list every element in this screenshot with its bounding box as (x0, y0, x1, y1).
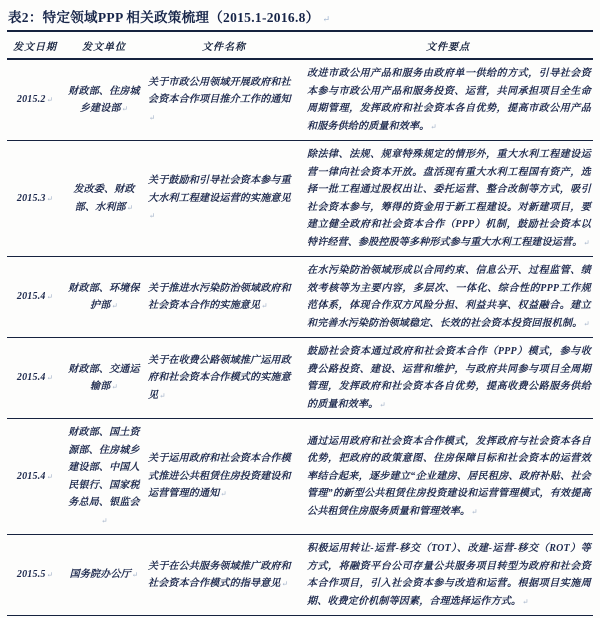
key-points-cell (303, 257, 593, 338)
header-issuing-unit: 发文单位 (63, 31, 145, 59)
key-points-cell (303, 141, 593, 257)
paragraph-return-mark: ↵ (322, 14, 331, 24)
paragraph-return-mark: ↵ (126, 202, 134, 212)
document-name-cell-text: 关于市政公用领域开展政府和社会资本合作项目推介工作的通知 (148, 76, 291, 106)
document-name-cell-text: 关于在收费公路领域推广运用政府和社会资本合作模式的实施意见 (148, 354, 291, 401)
paragraph-return-mark: ↵ (583, 237, 590, 247)
key-points-cell (303, 338, 593, 419)
paragraph-return-mark: ↵ (46, 292, 54, 302)
date-cell-text: 2015.5 (16, 569, 46, 581)
issuing-unit-cell (63, 59, 145, 141)
paragraph-return-mark: ↵ (46, 570, 54, 580)
key-points-cell-text: 除法律、法规、规章特殊规定的情形外，重大水利工程建设运营一律向社会资本开放。盘活现有重大水利工程国有资产，选择一批工程通过股权出让、委托运营、整合改制等方式，吸引社会资本参与，筹得的资金用于新工程建设。对新建项目，要建立健全政府和社会资本合作（PPP）机制，鼓励社会资本以特许经营、参股控股等多种形式参与重大水利工程建设运营。 (307, 149, 591, 248)
issuing-unit-cell-text: 发改委、财政部、水利部 (73, 184, 135, 213)
date-cell (7, 419, 63, 535)
issuing-unit-cell-text: 财政部、住房城乡建设部 (68, 85, 140, 114)
paragraph-return-mark: ↵ (220, 489, 227, 499)
paragraph-return-mark: ↵ (111, 301, 118, 310)
table-row (7, 419, 593, 535)
paragraph-return-mark: ↵ (281, 579, 289, 588)
issuing-unit-cell-text: 财政部、国土资源部、住房城乡建设部、中国人民银行、国家税务总局、银监会 (68, 427, 140, 508)
header-document-name: 文件名称 (145, 31, 303, 59)
document-name-cell (145, 338, 303, 419)
date-cell (7, 141, 63, 257)
key-points-cell-text: 在水污染防治领域形成以合同约束、信息公开、过程监管、绩效考核等为主要内容，多层次、一体化、综合性的PPP工作规范体系，体现合作双方风险分担、利益共享、权益融合。建立和完善水污染防治领域稳定、长效的社会资本投资回报机制。 (307, 265, 591, 329)
header-key-points: 文件要点 (303, 31, 593, 59)
document-name-cell-text: 关于鼓励和引导社会资本参与重大水利工程建设运营的实施意见 (148, 175, 291, 204)
document-name-cell (145, 59, 303, 141)
paragraph-return-mark: ↵ (149, 112, 156, 122)
header-issue-date: 发文日期 (7, 31, 63, 59)
date-cell-text: 2015.3 (16, 192, 46, 204)
date-cell-text: 2015.4 (16, 372, 46, 384)
document-name-cell-text: 关于推进水污染防治领域政府和社会资本合作的实施意见 (148, 282, 291, 311)
issuing-unit-cell-text: 财政部、交通运输部 (68, 363, 140, 392)
date-cell (7, 59, 63, 141)
issuing-unit-cell (63, 419, 145, 535)
paragraph-return-mark: ↵ (121, 104, 129, 113)
paragraph-return-mark: ↵ (101, 515, 108, 525)
key-points-cell-text: 通过运用政府和社会资本合作模式，发挥政府与社会资本各自优势，把政府的政策意图、住房保障目标和社会资本的运营效率结合起来，逐步建立“企业建房、居民租房、政府补贴、社会管理”的新型公共租赁住房投资建设和运营管理模式，有效提高公共租赁住房服务质量和管理效率。 (307, 435, 591, 517)
issuing-unit-cell (63, 338, 145, 419)
paragraph-return-mark: ↵ (46, 95, 54, 105)
paragraph-return-mark: ↵ (46, 193, 54, 203)
document-name-cell (145, 141, 303, 257)
date-cell (7, 338, 63, 419)
key-points-cell (303, 535, 593, 616)
key-points-cell-text: 鼓励社会资本通过政府和社会资本合作（PPP）模式，参与收费公路投资、建设、运营和维护，与政府共同参与项目全周期管理，发挥政府和社会资本各自优势，提高收费公路服务供给的质量和效率。 (307, 346, 591, 410)
key-points-cell-text: 积极运用转让-运营-移交（TOT）、改建-运营-移交（ROT）等方式，将融资平台公司存量公共服务项目转型为政府和社会资本合作项目，引入社会资本参与改造和运营。根据项目实施周期、收费定价机制等因素，合理选择运作方式。 (307, 543, 591, 607)
paragraph-return-mark: ↵ (430, 121, 437, 131)
issuing-unit-cell-text: 国务院办公厅 (69, 569, 131, 581)
document-name-cell (145, 419, 303, 535)
issuing-unit-cell (63, 257, 145, 338)
document-name-cell-text: 关于在公共服务领域推广政府和社会资本合作模式的指导意见 (148, 560, 291, 589)
table-header (7, 31, 593, 59)
paragraph-return-mark: ↵ (583, 318, 590, 328)
issuing-unit-cell (63, 535, 145, 616)
table-row (7, 535, 593, 616)
document-name-cell-text: 关于运用政府和社会资本合作模式推进公共租赁住房投资建设和运营管理的通知 (148, 453, 291, 500)
date-cell (7, 535, 63, 616)
issuing-unit-cell-text: 财政部、环境保护部 (68, 282, 140, 311)
paragraph-return-mark: ↵ (379, 399, 386, 409)
date-cell-text: 2015.4 (16, 470, 46, 482)
document-name-cell (145, 257, 303, 338)
paragraph-return-mark: ↵ (471, 506, 478, 516)
date-cell-text: 2015.2 (16, 94, 46, 106)
date-cell-text: 2015.4 (16, 291, 46, 303)
page-title (7, 4, 593, 30)
paragraph-return-mark: ↵ (159, 390, 166, 400)
document-name-cell (145, 535, 303, 616)
table-row (7, 338, 593, 419)
paragraph-return-mark: ↵ (46, 373, 54, 383)
table-row (7, 257, 593, 338)
table-body (7, 59, 593, 618)
key-points-cell (303, 419, 593, 535)
table-row (7, 141, 593, 257)
paragraph-return-mark: ↵ (522, 596, 529, 606)
paragraph-return-mark: ↵ (46, 471, 54, 481)
page-title-text: 表2：特定领域PPP 相关政策梳理（2015.1-2016.8） (8, 10, 320, 25)
key-points-cell (303, 59, 593, 141)
policy-table (7, 30, 593, 618)
issuing-unit-cell (63, 141, 145, 257)
key-points-cell-text: 改进市政公用产品和服务由政府单一供给的方式，引导社会资本参与市政公用产品和服务投资、运营，共同承担项目全生命周期管理，发挥政府和社会资本各自优势，提高市政公用产品和服务供给的质量和效率。 (307, 68, 591, 132)
paragraph-return-mark: ↵ (131, 570, 139, 580)
paragraph-return-mark: ↵ (261, 301, 268, 310)
paragraph-return-mark: ↵ (149, 211, 156, 221)
paragraph-return-mark: ↵ (111, 382, 118, 391)
date-cell (7, 257, 63, 338)
table-row (7, 59, 593, 141)
